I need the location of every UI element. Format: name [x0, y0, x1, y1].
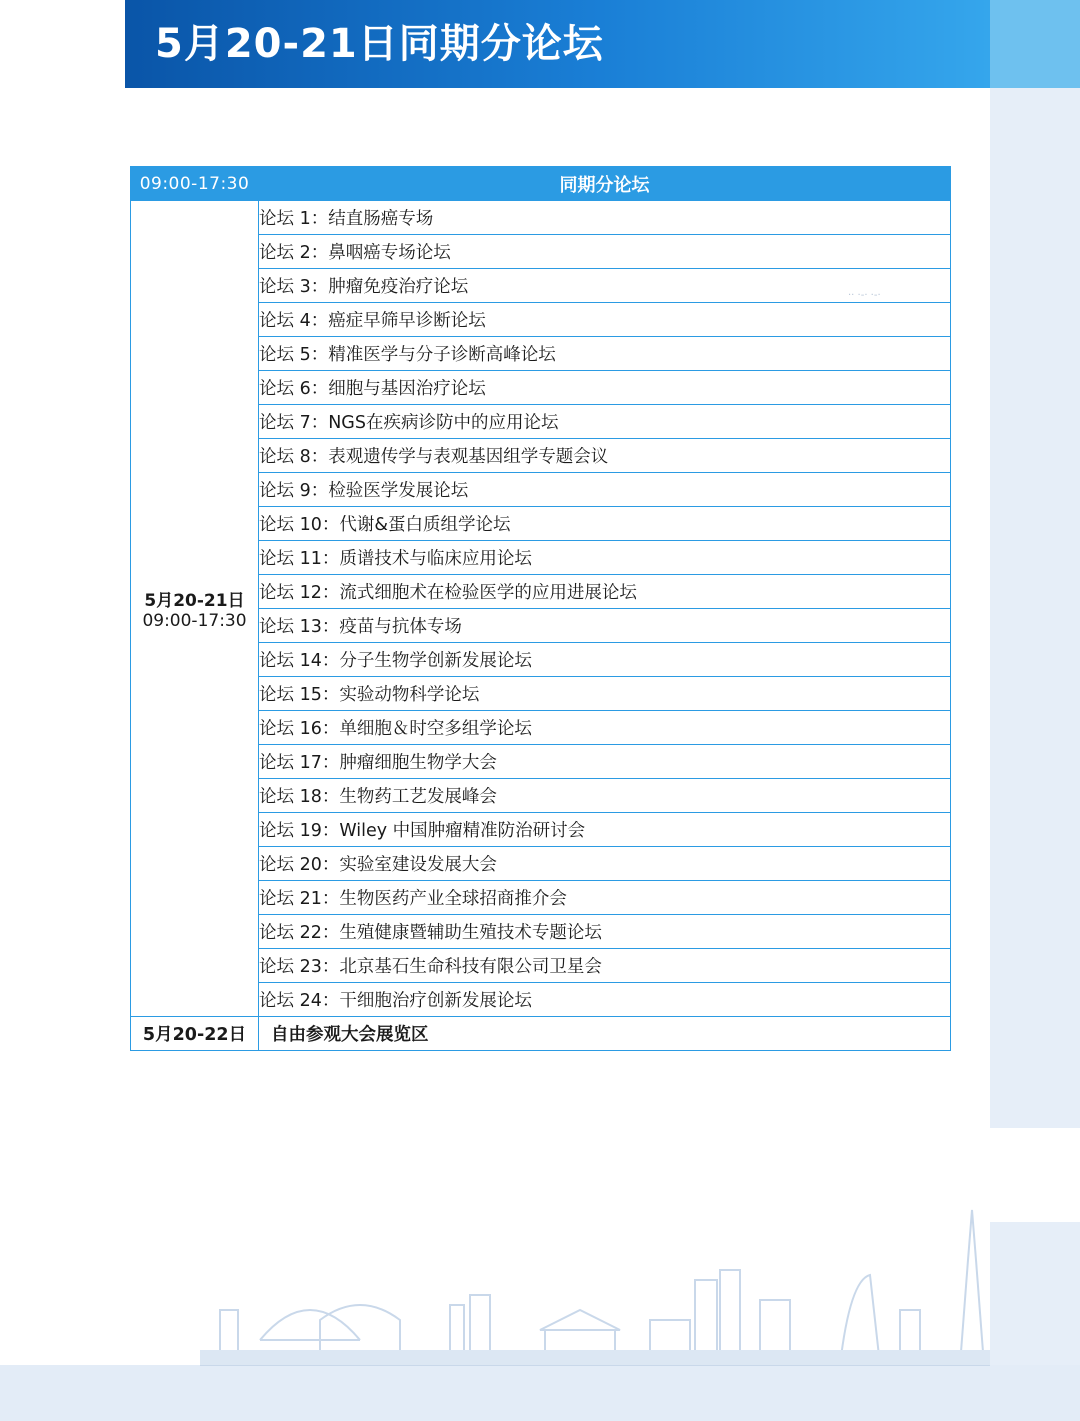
header-tail	[990, 0, 1080, 88]
forum-item: 论坛 8：表观遗传学与表观基因组学专题会议	[259, 439, 951, 473]
forum-item: 论坛 4：癌症早筛早诊断论坛	[259, 303, 951, 337]
forum-item: 论坛 14：分子生物学创新发展论坛	[259, 643, 951, 677]
forum-item: 论坛 17：肿瘤细胞生物学大会	[259, 745, 951, 779]
forum-item: 论坛 9：检验医学发展论坛	[259, 473, 951, 507]
header-title-cell: 同期分论坛	[259, 167, 951, 201]
faint-mark: ·· ·-· ·-·	[848, 290, 881, 301]
forum-item: 论坛 3：肿瘤免疫治疗论坛	[259, 269, 951, 303]
bottom-band	[0, 1365, 1080, 1421]
right-decor-strip	[990, 0, 1080, 1128]
forum-schedule-table	[130, 166, 951, 1051]
forum-item: 论坛 10：代谢&蛋白质组学论坛	[259, 507, 951, 541]
table-header-row	[131, 167, 951, 201]
forum-item: 论坛 21：生物医药产业全球招商推介会	[259, 881, 951, 915]
forum-item: 论坛 2：鼻咽癌专场论坛	[259, 235, 951, 269]
header-time-cell: 09:00-17:30	[131, 167, 259, 201]
city-skyline-illustration	[200, 1200, 990, 1370]
forum-item: 论坛 11：质谱技术与临床应用论坛	[259, 541, 951, 575]
exhibition-label: 自由参观大会展览区	[259, 1017, 951, 1051]
forum-item: 论坛 22：生殖健康暨辅助生殖技术专题论坛	[259, 915, 951, 949]
forum-item: 论坛 13：疫苗与抗体专场	[259, 609, 951, 643]
exhibition-date: 5月20-22日	[131, 1017, 259, 1051]
forum-item: 论坛 23：北京基石生命科技有限公司卫星会	[259, 949, 951, 983]
forum-item: 论坛 15：实验动物科学论坛	[259, 677, 951, 711]
forum-item: 论坛 7：NGS在疾病诊防中的应用论坛	[259, 405, 951, 439]
date-label: 5月20-21日	[144, 591, 245, 611]
forum-item: 论坛 1：结直肠癌专场	[259, 201, 951, 235]
forum-item: 论坛 24：干细胞治疗创新发展论坛	[259, 983, 951, 1017]
forum-item: 论坛 6：细胞与基因治疗论坛	[259, 371, 951, 405]
date-time: 09:00-17:30	[142, 611, 247, 631]
date-cell	[131, 201, 259, 1017]
forum-item: 论坛 5：精准医学与分子诊断高峰论坛	[259, 337, 951, 371]
forum-list	[131, 201, 951, 1051]
exhibition-row	[131, 1017, 951, 1051]
forum-item: 论坛 16：单细胞＆时空多组学论坛	[259, 711, 951, 745]
forum-item: 论坛 19：Wiley 中国肿瘤精准防治研讨会	[259, 813, 951, 847]
forum-item: 论坛 18：生物药工艺发展峰会	[259, 779, 951, 813]
table-row	[131, 201, 951, 235]
forum-item: 论坛 20：实验室建设发展大会	[259, 847, 951, 881]
forum-item: 论坛 12：流式细胞术在检验医学的应用进展论坛	[259, 575, 951, 609]
page-title: 5月20-21日同期分论坛	[155, 21, 604, 67]
